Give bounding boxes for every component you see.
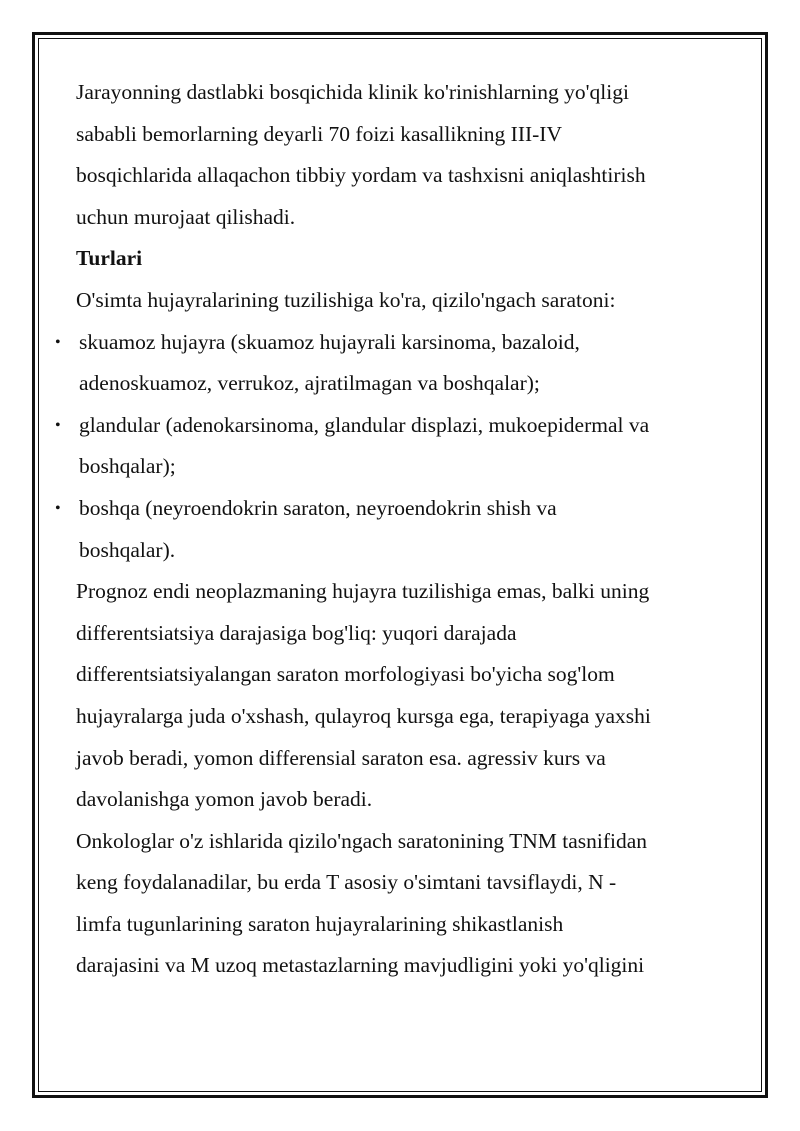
text-line: hujayralarga juda o'xshash, qulayroq kursga ega, terapiyaga yaxshi: [76, 703, 651, 728]
list-item: [55, 322, 736, 405]
text-line: glandular (adenokarsinoma, glandular displazi, mukoepidermal va: [79, 412, 650, 437]
bullet-icon: •: [55, 499, 61, 517]
text-line: javob beradi, yomon differensial saraton esa. agressiv kurs va: [76, 745, 606, 770]
text-line: boshqa (neyroendokrin saraton, neyroendokrin shish va: [79, 495, 557, 520]
text-line: skuamoz hujayra (skuamoz hujayrali karsinoma, bazaloid,: [79, 329, 580, 354]
text-line: bosqichlarida allaqachon tibbiy yordam va tashxisni aniqlashtirish: [76, 163, 646, 188]
types-list: [55, 322, 736, 572]
bullet-icon: •: [55, 416, 61, 434]
text-line: Onkologlar o'z ishlarida qizilo'ngach saratonining TNM tasnifidan: [76, 828, 647, 853]
text-line: Prognoz endi neoplazmaning hujayra tuzilishiga emas, balki uning: [76, 579, 650, 604]
paragraph-types-intro: [76, 280, 736, 322]
text-line: davolanishga yomon javob beradi.: [76, 787, 373, 812]
text-line: adenoskuamoz, verrukoz, ajratilmagan va boshqalar);: [79, 371, 540, 396]
bullet-icon: •: [55, 333, 61, 351]
text-line: O'simta hujayralarining tuzilishiga ko'ra, qizilo'ngach saratoni:: [76, 287, 616, 312]
list-item: [55, 488, 736, 571]
document-body: [55, 72, 736, 987]
paragraph-tnm-classification: [76, 821, 736, 987]
text-line: differentsiatsiyalangan saraton morfologiyasi bo'yicha sog'lom: [76, 662, 615, 687]
text-line: limfa tugunlarining saraton hujayralarining shikastlanish: [76, 911, 564, 936]
text-line: keng foydalanadilar, bu erda T asosiy o'simtani tavsiflaydi, N -: [76, 870, 617, 895]
list-item: [55, 405, 736, 488]
text-line: boshqalar);: [79, 454, 176, 479]
paragraph-intro-stages: [76, 72, 736, 238]
text-line: sababli bemorlarning deyarli 70 foizi kasallikning III-IV: [76, 121, 562, 146]
text-line: differentsiatsiya darajasiga bog'liq: yuqori darajada: [76, 620, 517, 645]
text-line: uchun murojaat qilishadi.: [76, 204, 296, 229]
text-line: darajasini va M uzoq metastazlarning mavjudligini yoki yo'qligini: [76, 953, 645, 978]
section-heading-turlari: Turlari: [76, 246, 143, 271]
paragraph-prognosis: [76, 571, 736, 821]
text-line: boshqalar).: [79, 537, 176, 562]
text-line: Jarayonning dastlabki bosqichida klinik ko'rinishlarning yo'qligi: [76, 80, 629, 104]
